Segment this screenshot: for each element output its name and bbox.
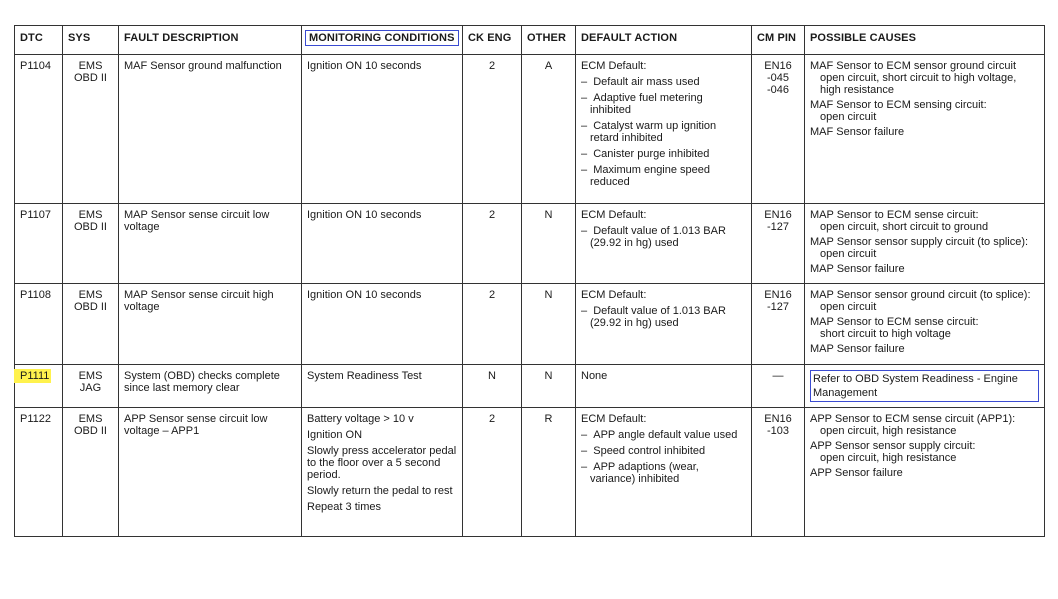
monitoring-cell <box>302 284 463 365</box>
obd-readiness-reference-link[interactable]: Refer to OBD System Readiness - Engine Management <box>810 370 1039 402</box>
header-monitoring-conditions: MONITORING CONDITIONS <box>309 32 455 44</box>
monitoring-cell <box>302 55 463 204</box>
cm-pin-line: -103 <box>766 425 790 437</box>
default-action-item: – Adaptive fuel metering inhibited <box>581 92 746 116</box>
dtc-code: P1108 <box>15 284 63 365</box>
cm-pin-line: EN16 <box>764 60 792 72</box>
dtc-table <box>14 25 1045 537</box>
cm-pin-cell <box>752 365 805 408</box>
dtc-code-highlighted: P1111 <box>14 369 51 383</box>
default-action-cell <box>576 204 752 284</box>
monitoring-line: Ignition ON <box>307 429 363 441</box>
sys-cell <box>63 204 119 284</box>
default-action-title: ECM Default: <box>581 289 647 301</box>
header-other: OTHER <box>522 26 576 55</box>
table-row <box>15 204 1045 284</box>
cause-detail: high resistance <box>820 84 894 96</box>
other-value: N <box>522 204 576 284</box>
default-action-item: – Catalyst warm up ignition retard inhibited <box>581 120 746 144</box>
cause-detail: open circuit <box>820 248 877 260</box>
fault-description: APP Sensor sense circuit low voltage – APP1 <box>119 408 302 537</box>
cm-pin-cell <box>752 284 805 365</box>
header-cm-pin: CM PIN <box>752 26 805 55</box>
ck-eng-value: N <box>463 365 522 408</box>
cause-detail: open circuit, high resistance <box>820 425 957 437</box>
sys-line: EMS <box>78 413 103 425</box>
default-action-cell <box>576 365 752 408</box>
other-value: A <box>522 55 576 204</box>
cm-pin-line: -127 <box>766 221 790 233</box>
cause-item <box>810 343 1039 355</box>
dtc-code: P1122 <box>15 408 63 537</box>
ck-eng-value: 2 <box>463 284 522 365</box>
sys-line: OBD II <box>73 425 107 437</box>
dtc-code-cell <box>15 365 63 408</box>
sys-line: EMS <box>78 289 103 301</box>
cause-main: MAP Sensor sensor ground circuit (to splice): <box>810 289 1031 301</box>
cause-item <box>810 467 1039 479</box>
default-action-item: – Default value of 1.013 BAR (29.92 in hg) used <box>581 225 746 249</box>
monitoring-line: Slowly return the pedal to rest <box>307 485 453 497</box>
table-row <box>15 55 1045 204</box>
possible-causes-cell <box>805 408 1045 537</box>
cause-main: APP Sensor failure <box>810 467 903 479</box>
default-action-item: – APP adaptions (wear, variance) inhibited <box>581 461 746 485</box>
cause-main: APP Sensor to ECM sense circuit (APP1): <box>810 413 1016 425</box>
cause-main: MAP Sensor failure <box>810 263 905 275</box>
header-row <box>15 26 1045 55</box>
default-action-item: – Default air mass used <box>581 76 746 88</box>
default-action-cell <box>576 55 752 204</box>
cm-pin-cell <box>752 408 805 537</box>
cause-detail: short circuit to high voltage <box>820 328 951 340</box>
monitoring-line: Ignition ON 10 seconds <box>307 289 422 301</box>
default-action-item: – Maximum engine speed reduced <box>581 164 746 188</box>
cause-item <box>810 60 1039 96</box>
cm-pin-line: EN16 <box>764 289 792 301</box>
sys-line: JAG <box>79 382 102 394</box>
cause-main: MAP Sensor sensor supply circuit (to splice): <box>810 236 1029 248</box>
default-action-title: None <box>581 370 608 382</box>
header-monitoring-conditions-cell <box>302 26 463 55</box>
header-default-action: DEFAULT ACTION <box>576 26 752 55</box>
sys-cell <box>63 408 119 537</box>
monitoring-cell <box>302 408 463 537</box>
sys-cell <box>63 55 119 204</box>
monitoring-line: Ignition ON 10 seconds <box>307 209 422 221</box>
ck-eng-value: 2 <box>463 55 522 204</box>
table-row <box>15 365 1045 408</box>
cause-main: MAP Sensor failure <box>810 343 905 355</box>
monitoring-cell <box>302 365 463 408</box>
header-ck-eng: CK ENG <box>463 26 522 55</box>
cm-pin-line: -127 <box>766 301 790 313</box>
cause-main: MAF Sensor to ECM sensing circuit: <box>810 99 987 111</box>
other-value: R <box>522 408 576 537</box>
monitoring-line: Repeat 3 times <box>307 501 381 513</box>
possible-causes-cell <box>805 55 1045 204</box>
header-possible-causes: POSSIBLE CAUSES <box>805 26 1045 55</box>
monitoring-cell <box>302 204 463 284</box>
cause-main: APP Sensor sensor supply circuit: <box>810 440 976 452</box>
sys-cell <box>63 365 119 408</box>
cause-detail: open circuit, short circuit to ground <box>820 221 989 233</box>
fault-description: MAP Sensor sense circuit high voltage <box>119 284 302 365</box>
cause-item <box>810 99 1039 123</box>
fault-description: System (OBD) checks complete since last memory clear <box>119 365 302 408</box>
cause-detail: open circuit <box>820 111 877 123</box>
monitoring-line: Battery voltage > 10 v <box>307 413 414 425</box>
cm-pin-line: EN16 <box>764 209 792 221</box>
cause-detail: open circuit, short circuit to high voltage, <box>820 72 1017 84</box>
monitoring-line: System Readiness Test <box>307 370 422 382</box>
possible-causes-cell <box>805 204 1045 284</box>
cm-pin-line: — <box>772 370 784 382</box>
cause-detail: open circuit <box>820 301 877 313</box>
cause-main: MAF Sensor failure <box>810 126 905 138</box>
header-dtc: DTC <box>15 26 63 55</box>
header-sys: SYS <box>63 26 119 55</box>
other-value: N <box>522 365 576 408</box>
dtc-code: P1104 <box>15 55 63 204</box>
fault-description: MAP Sensor sense circuit low voltage <box>119 204 302 284</box>
cause-item <box>810 126 1039 138</box>
cause-item <box>810 413 1039 437</box>
sys-line: OBD II <box>73 301 107 313</box>
ck-eng-value: 2 <box>463 408 522 537</box>
cm-pin-line: -045 <box>766 72 790 84</box>
cause-item <box>810 236 1039 260</box>
cm-pin-line: -046 <box>766 84 790 96</box>
default-action-cell <box>576 408 752 537</box>
default-action-item: – Speed control inhibited <box>581 445 746 457</box>
table-row <box>15 408 1045 537</box>
default-action-title: ECM Default: <box>581 209 647 221</box>
header-fault-description: FAULT DESCRIPTION <box>119 26 302 55</box>
cause-item <box>810 289 1039 313</box>
cm-pin-line: EN16 <box>764 413 792 425</box>
cm-pin-cell <box>752 55 805 204</box>
cause-item <box>810 316 1039 340</box>
default-action-cell <box>576 284 752 365</box>
sys-line: EMS <box>78 60 103 72</box>
ck-eng-value: 2 <box>463 204 522 284</box>
cause-item <box>810 263 1039 275</box>
cm-pin-cell <box>752 204 805 284</box>
monitoring-line: Slowly press accelerator pedal to the floor over a 5 second period. <box>307 445 457 481</box>
dtc-code: P1107 <box>15 204 63 284</box>
default-action-item: – APP angle default value used <box>581 429 746 441</box>
possible-causes-cell <box>805 284 1045 365</box>
cause-main: MAF Sensor to ECM sensor ground circuit <box>810 60 1017 72</box>
possible-causes-cell <box>805 365 1045 408</box>
sys-line: EMS <box>78 370 103 382</box>
cause-main: MAP Sensor to ECM sense circuit: <box>810 209 979 221</box>
fault-description: MAF Sensor ground malfunction <box>119 55 302 204</box>
sys-line: EMS <box>78 209 103 221</box>
monitoring-line: Ignition ON 10 seconds <box>307 60 422 72</box>
sys-cell <box>63 284 119 365</box>
default-action-title: ECM Default: <box>581 60 647 72</box>
sys-line: OBD II <box>73 221 107 233</box>
other-value: N <box>522 284 576 365</box>
table-row <box>15 284 1045 365</box>
cause-item <box>810 209 1039 233</box>
default-action-item: – Default value of 1.013 BAR (29.92 in hg) used <box>581 305 746 329</box>
cause-detail: open circuit, high resistance <box>820 452 957 464</box>
cause-item <box>810 440 1039 464</box>
default-action-title: ECM Default: <box>581 413 647 425</box>
cause-main: MAP Sensor to ECM sense circuit: <box>810 316 979 328</box>
default-action-item: – Canister purge inhibited <box>581 148 746 160</box>
sys-line: OBD II <box>73 72 107 84</box>
